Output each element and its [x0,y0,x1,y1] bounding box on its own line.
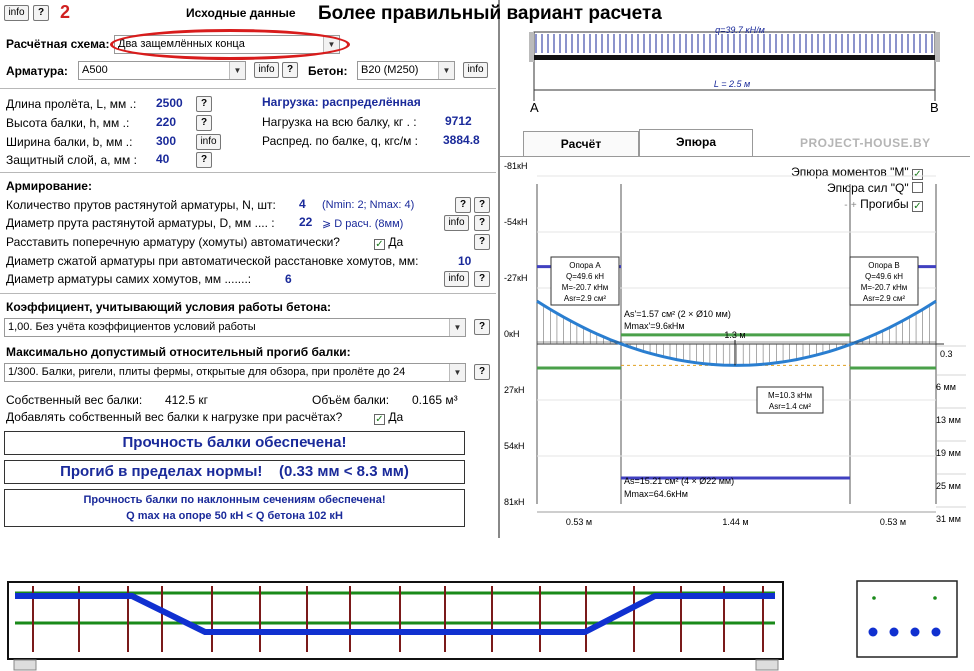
span-help-button[interactable]: ? [196,96,212,112]
support-a-line: Asr=2.9 см² [563,294,607,303]
stirrup-dia-value[interactable]: 6 [285,272,292,286]
deflection-tick-label: 13 мм [936,415,961,425]
rebar-label: Арматура: [6,64,68,78]
support-b-label: B [930,100,939,115]
beam-elevation [0,578,800,671]
support-left [14,660,36,670]
scheme-value: Два защемлённых конца [118,38,245,50]
bar-dia-label: Диаметр прута растянутой арматуры, D, мм .... : [6,216,275,230]
count-help-button[interactable]: ? [455,197,471,213]
coef-select[interactable] [4,318,466,337]
self-weight-value: 412.5 кг [165,393,208,407]
concrete-value: B20 (M250) [361,64,419,76]
span-label: Длина пролёта, L, мм .: [6,97,137,111]
stirrup-dia-label: Диаметр арматуры самих хомутов, мм .......: [6,272,252,286]
mid-line: M=10.3 кНм [768,391,812,400]
auto-stirrups-checkbox[interactable] [374,235,403,250]
width-value[interactable]: 300 [156,134,177,148]
chevron-down-icon: ▼ [229,62,245,79]
height-help-button[interactable]: ? [196,115,212,131]
add-weight-yes: Да [388,410,404,424]
self-weight-label: Собственный вес балки: [6,393,143,407]
top-rebar-label: As'=1.57 см² (2 × Ø10 мм) [624,309,731,319]
annotations [537,257,936,499]
support-a-line: Опора A [569,261,601,270]
deflection-tick-label: 31 мм [936,514,961,524]
x-segment-labels [537,512,936,527]
divider [0,88,496,89]
legend-forces-label: Эпюра сил "Q" [826,181,909,195]
segment-label: 1.44 м [722,517,749,527]
shear-result-line1: Прочность балки по наклонным сечениям обеспечена! [83,494,386,506]
chevron-down-icon: ▼ [323,36,339,53]
bar-count-value[interactable]: 4 [299,197,306,211]
info-button[interactable]: info [4,5,29,21]
bar-count-label: Количество прутов растянутой арматуры, N, шт: [6,198,276,212]
comp-dia-value[interactable]: 10 [458,254,472,268]
legend-minus: - [844,200,848,211]
support-right [756,660,778,670]
bar-count-range: (Nmin: 2; Nmax: 4) [322,199,415,211]
width-info-button[interactable]: info [196,134,221,150]
chevron-down-icon: ▼ [449,364,465,381]
load-arrows [536,34,932,53]
dia-info-button[interactable]: info [444,215,469,231]
bottom-bar [911,628,920,637]
rebar-select[interactable] [78,61,246,80]
coef-title: Коэффициент, учитывающий условия работы бетона: [6,300,332,314]
top-bar [872,596,876,600]
check-icon: ✓ [375,239,384,250]
deflection-title: Максимально допустимый относительный прогиб балки: [6,345,351,359]
y-tick-label: -54кН [504,217,528,227]
bottom-bar [890,628,899,637]
moment-diagram [500,156,974,538]
rebar-help-button[interactable]: ? [282,62,298,78]
auto-yes-label: Да [388,235,404,249]
bottom-rebar-label: Mmax=64.6кНм [624,489,688,499]
top-bar [933,596,937,600]
beam-line [534,55,935,60]
y-tick-label: -81кН [504,161,528,171]
stirrup-info-button[interactable]: info [444,271,469,287]
check-icon: ✓ [913,169,922,180]
tab-diagram[interactable]: Эпюра [639,129,753,157]
segment-label: 0.53 м [879,517,907,527]
deflection-select[interactable] [4,363,466,382]
support-b-line: Опора B [868,261,900,270]
total-load-value[interactable]: 9712 [445,114,472,128]
shear-result [4,489,465,527]
length-label: L = 2.5 м [713,79,751,89]
cover-help-button[interactable]: ? [196,152,212,168]
section-frame [857,581,957,657]
bottom-bar [869,628,878,637]
y-tick-label: 81кН [504,497,525,507]
y-tick-label: 0кН [504,329,520,339]
y-tick-label: 54кН [504,441,525,451]
add-weight-checkbox[interactable] [374,410,403,425]
mid-line: Asr=1.4 см² [768,402,812,411]
concrete-info-button[interactable]: info [463,62,488,78]
chevron-down-icon: ▼ [449,319,465,336]
dist-load-label: Распред. по балке, q, кгс/м : [262,134,418,148]
y-tick-label: 27кН [504,385,525,395]
legend-moments-label: Эпюра моментов "М" [791,165,909,179]
segment-label: 0.53 м [565,517,593,527]
support-a-line: Q=49.6 кН [566,272,604,281]
deflection-tick-label: 0.3 [940,349,953,359]
q-label: q=39.7 кН/м [715,25,765,35]
y-tick-labels [504,161,527,507]
deflection-tick-label: 6 мм [936,382,956,392]
support-b-line: Asr=2.9 см² [862,294,906,303]
concrete-label: Бетон: [308,64,348,78]
volume-label: Объём балки: [312,393,390,407]
cover-label: Защитный слой, a, мм : [6,153,137,167]
deflection-tick-label: 25 мм [936,481,961,491]
dia-help-button[interactable]: ? [474,215,490,231]
coef-value: 1,00. Без учёта коэффициентов условий работы [8,321,256,333]
scheme-label: Расчётная схема: [6,37,110,51]
reinforcement-title: Армирование: [6,179,92,193]
support-a-line: M=-20.7 кНм [561,283,609,292]
wall-right [935,32,940,62]
bottom-rebar-label: As=15.21 см² (4 × Ø22 мм) [624,476,735,486]
deflection-value: 1/300. Балки, ригели, плиты фермы, открытые для обзора, при пролёте до 24 [8,366,406,378]
divider [0,172,496,173]
help-button[interactable]: ? [33,5,49,21]
bar-dia-value[interactable]: 22 [299,215,313,229]
zero-span-label: 1.3 м [724,330,746,340]
deflection-result-text: Прогиб в пределах нормы! (0.33 мм < 8.3 мм) [60,463,409,480]
bar-dia-note: ⩾ D расч. (8мм) [322,218,404,230]
dist-load-value[interactable]: 3884.8 [443,133,480,147]
highlight-ellipse [110,29,350,60]
height-label: Высота балки, h, мм .: [6,116,130,130]
support-b-line: Q=49.6 кН [865,272,903,281]
rebar-value: A500 [82,64,108,76]
divider [0,293,496,294]
support-b-line: M=-20.7 кНм [860,283,908,292]
cover-value[interactable]: 40 [156,152,170,166]
stirrup-help-button[interactable]: ? [474,271,490,287]
site-label: PROJECT-HOUSE.BY [800,136,931,150]
coef-help-button[interactable]: ? [474,319,490,335]
span-value[interactable]: 2500 [156,96,183,110]
comp-dia-label: Диаметр сжатой арматуры при автоматической расстановке хомутов, мм: [6,254,419,268]
total-load-label: Нагрузка на всю балку, кг . : [262,115,417,129]
chevron-down-icon: ▼ [438,62,454,79]
rebar-info-button[interactable]: info [254,62,279,78]
auto-stirrups-label: Расставить поперечную арматуру (хомуты) автоматически? [6,235,340,249]
overlay-title: Более правильный вариант расчета [318,3,662,24]
annotation-number: 2 [60,2,71,22]
strength-result: Прочность балки обеспечена! [4,431,465,455]
beam-scheme [510,24,960,116]
count-help-button-2[interactable]: ? [474,197,490,213]
legend-deflection-label: Прогибы [860,197,909,211]
width-label: Ширина балки, b, мм .: [6,135,133,149]
add-weight-label: Добавлять собственный вес балки к нагрузке при расчётах? [6,410,343,424]
section-title: Исходные данные [186,6,296,20]
top-rebar-label: Mmax'=9.6кНм [624,321,685,331]
tab-calc[interactable]: Расчёт [523,131,639,157]
check-icon: ✓ [375,414,384,425]
volume-value: 0.165 м³ [412,393,458,407]
load-title: Нагрузка: распределённая [262,95,421,109]
check-icon: ✓ [913,201,922,212]
legend-plus: + [850,200,857,211]
support-a-label: A [530,100,539,115]
auto-help-button[interactable]: ? [474,234,490,250]
concrete-select[interactable] [357,61,455,80]
deflection-ticks [936,346,966,524]
cross-section [856,580,960,660]
deflection-tick-label: 19 мм [936,448,961,458]
wall-left [529,32,534,62]
deflection-help-button[interactable]: ? [474,364,490,380]
shear-result-line2: Q max на опоре 50 кН < Q бетона 102 кН [126,510,343,522]
deflection-result [4,460,465,484]
y-tick-label: -27кН [504,273,528,283]
bottom-bar [932,628,941,637]
height-value[interactable]: 220 [156,115,177,129]
